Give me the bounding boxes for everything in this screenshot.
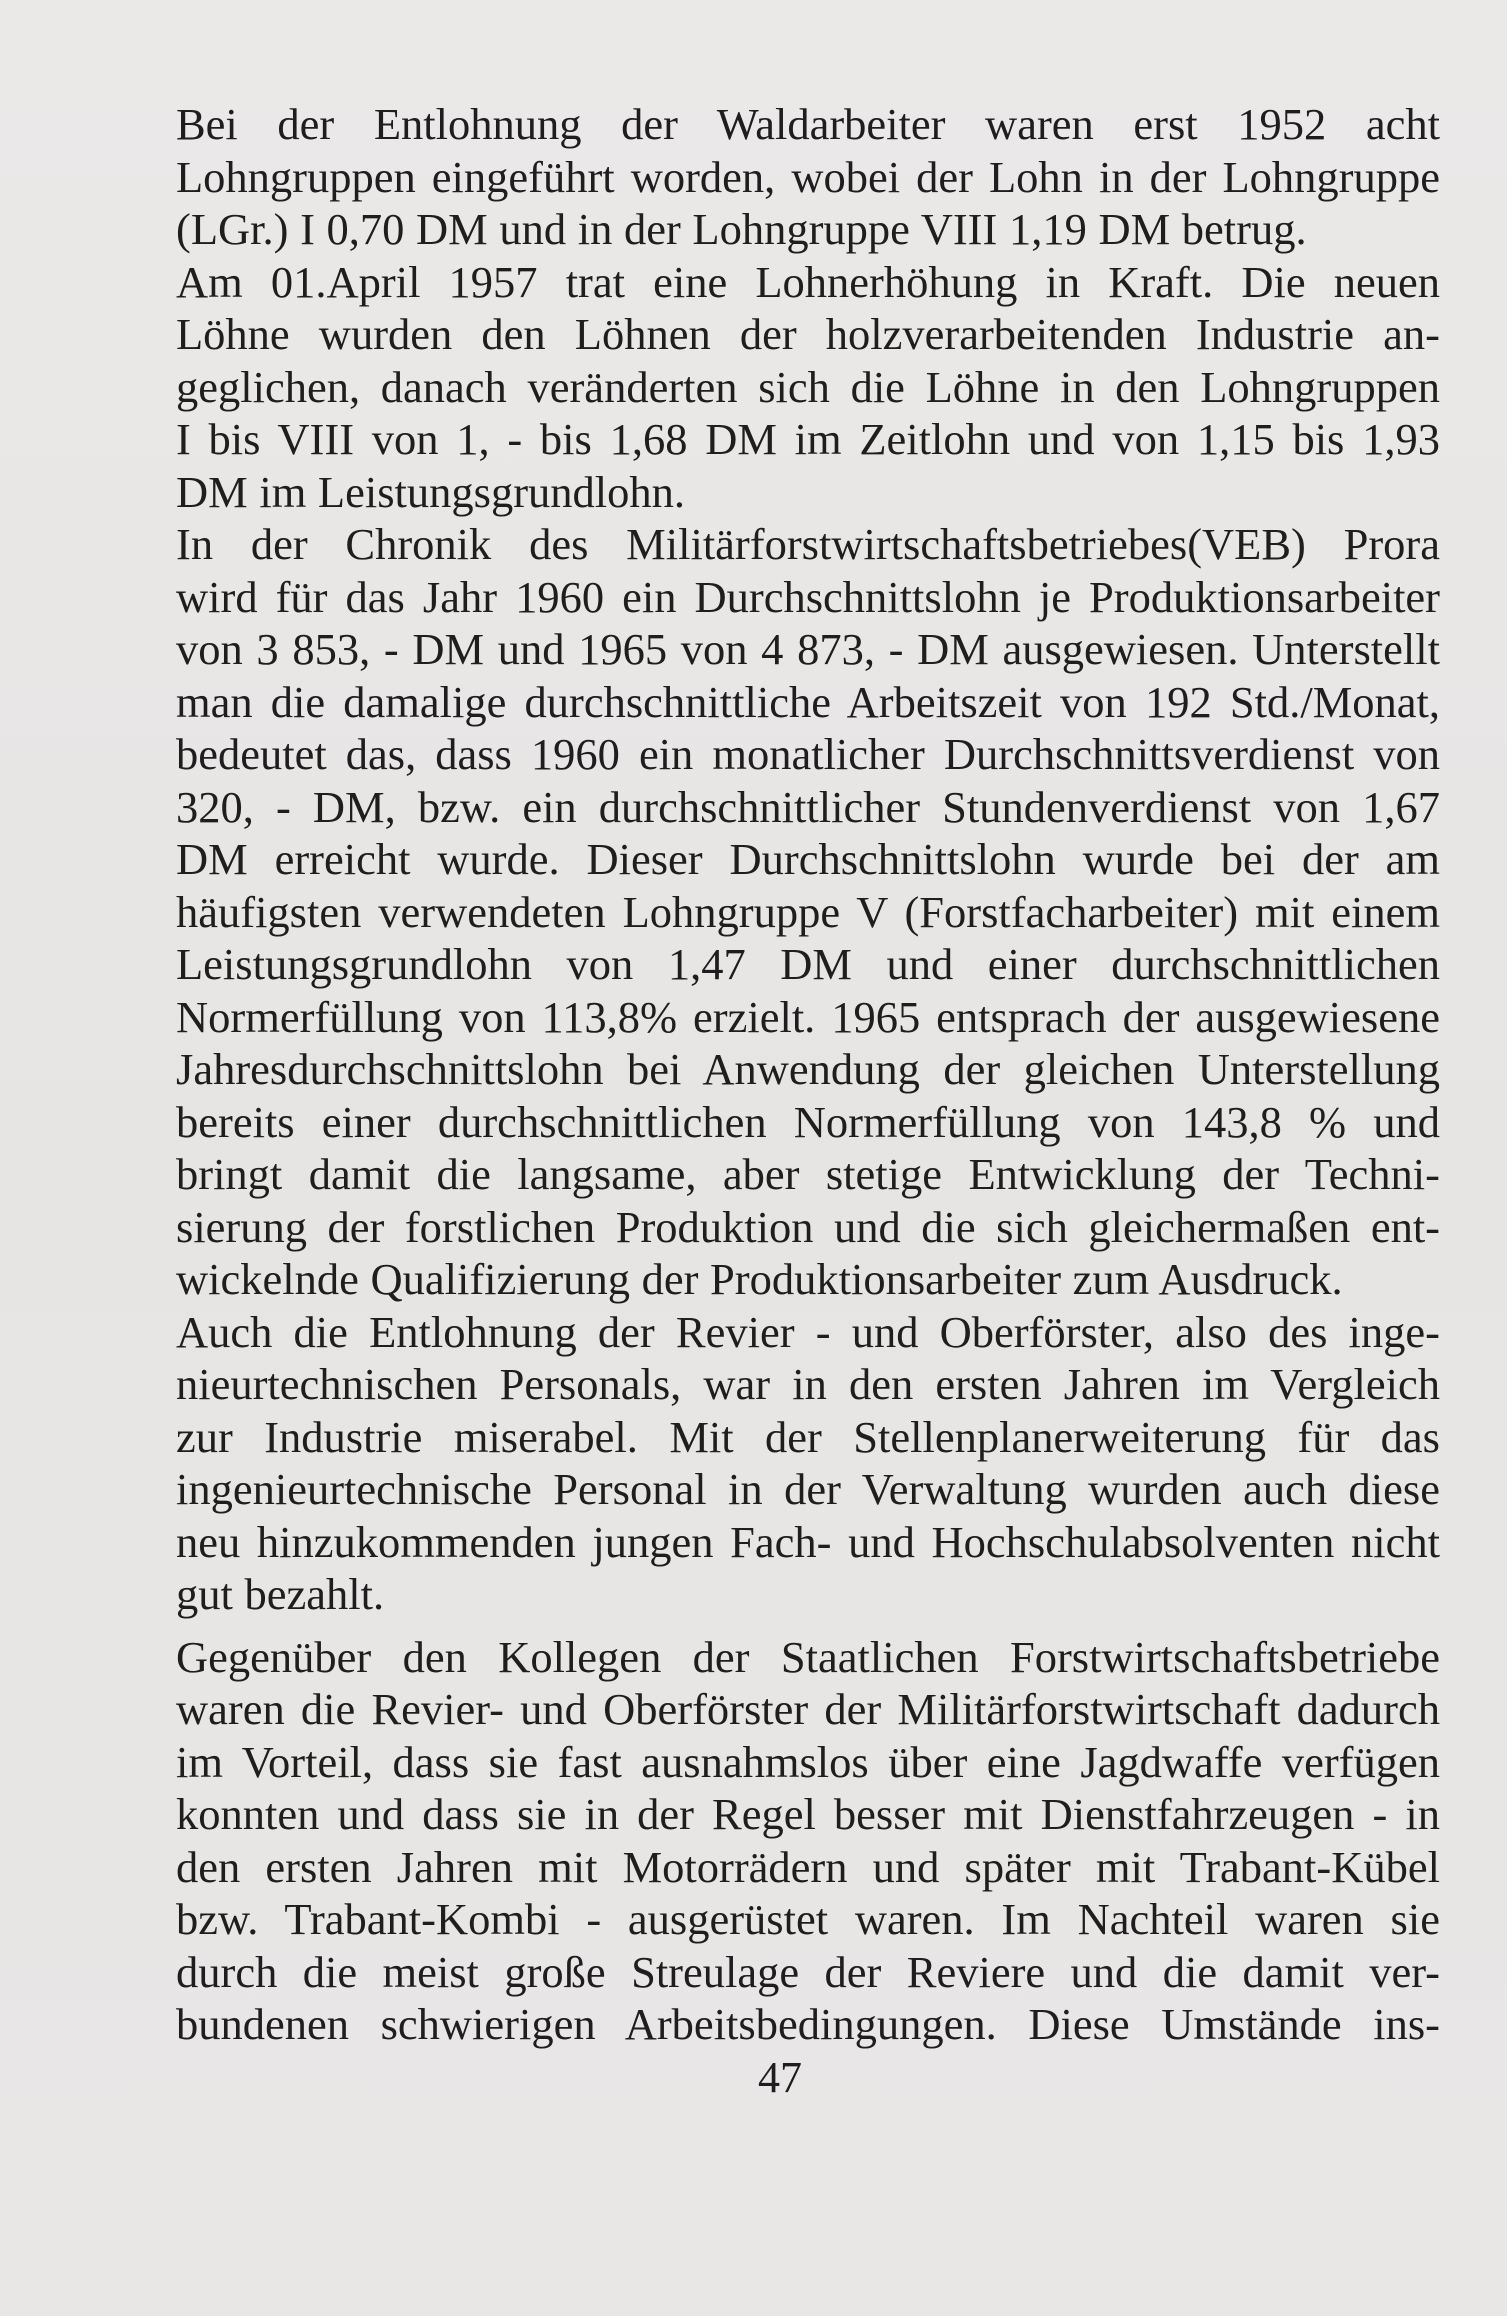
text-line: zur Industrie miserabel. Mit der Stellenplanerweiterung für das [176, 1411, 1440, 1462]
text-line: geglichen, danach veränderten sich die Löhne in den Lohngruppen [176, 361, 1440, 412]
text-line: DM im Leistungsgrundlohn. [176, 466, 686, 517]
text-line: häufigsten verwendeten Lohngruppe V (Forstfacharbeiter) mit einem [176, 886, 1440, 937]
text-line: Gegenüber den Kollegen der Staatlichen Forstwirtschaftsbetriebe [176, 1631, 1440, 1682]
paragraph-gap [176, 1621, 1440, 1631]
paragraph [176, 518, 1440, 1306]
text-line: Lohngruppen eingeführt worden, wobei der Lohn in der Lohngruppe [176, 151, 1440, 202]
paragraph [176, 1306, 1440, 1621]
text-line: bereits einer durchschnittlichen Normerfüllung von 143,8 % und [176, 1096, 1440, 1147]
text-line: durch die meist große Streulage der Reviere und die damit ver- [176, 1946, 1440, 1997]
text-line: nieurtechnischen Personals, war in den ersten Jahren im Vergleich [176, 1359, 1440, 1409]
text-line: bedeutet das, dass 1960 ein monatlicher Durchschnittsverdienst von [176, 729, 1440, 779]
text-line: Leistungsgrundlohn von 1,47 DM und einer durchschnittlichen [176, 939, 1440, 989]
text-line: man die damalige durchschnittliche Arbeitszeit von 192 Std./Monat, [176, 676, 1440, 727]
text-line: gut bezahlt. [176, 1569, 385, 1619]
text-line: den ersten Jahren mit Motorrädern und später mit Trabant-Kübel [176, 1841, 1440, 1892]
text-line: sierung der forstlichen Produktion und die sich gleichermaßen ent- [176, 1201, 1440, 1252]
paragraph [176, 256, 1440, 519]
paragraph [176, 98, 1440, 256]
text-line: ingenieurtechnische Personal in der Verwaltung wurden auch diese [176, 1464, 1440, 1514]
text-line: (LGr.) I 0,70 DM und in der Lohngruppe VIII 1,19 DM betrug. [176, 204, 1307, 254]
text-line: DM erreicht wurde. Dieser Durchschnittslohn wurde bei der am [176, 834, 1440, 884]
text-line: Normerfüllung von 113,8% erzielt. 1965 entsprach der ausgewiesene [176, 991, 1440, 1042]
text-line: von 3 853, - DM und 1965 von 4 873, - DM ausgewiesen. Unterstellt [176, 624, 1440, 674]
body-text [176, 98, 1440, 2051]
text-line: bzw. Trabant-Kombi - ausgerüstet waren. Im Nachteil waren sie [176, 1894, 1440, 1944]
text-line: neu hinzukommenden jungen Fach- und Hochschulabsolventen nicht [176, 1516, 1440, 1567]
text-line: bringt damit die langsame, aber stetige Entwicklung der Techni- [176, 1149, 1440, 1199]
text-line: In der Chronik des Militärforstwirtschaftsbetriebes(VEB) Prora [176, 519, 1440, 569]
text-line: Auch die Entlohnung der Revier - und Oberförster, also des inge- [176, 1306, 1440, 1357]
text-line: Löhne wurden den Löhnen der holzverarbeitenden Industrie an- [176, 309, 1440, 359]
text-line: wickelnde Qualifizierung der Produktionsarbeiter zum Ausdruck. [176, 1254, 1343, 1304]
text-line: 320, - DM, bzw. ein durchschnittlicher Stundenverdienst von 1,67 [176, 781, 1440, 832]
text-line: bundenen schwierigen Arbeitsbedingungen. Diese Umstände ins- [176, 1999, 1440, 2049]
text-line: konnten und dass sie in der Regel besser mit Dienstfahrzeugen - in [176, 1789, 1440, 1839]
text-line: Jahresdurchschnittslohn bei Anwendung der gleichen Unterstellung [176, 1044, 1440, 1094]
paragraph [176, 1631, 1440, 2051]
text-line: Am 01.April 1957 trat eine Lohnerhöhung in Kraft. Die neuen [176, 256, 1440, 307]
text-line: Bei der Entlohnung der Waldarbeiter waren erst 1952 acht [176, 99, 1440, 149]
text-line: wird für das Jahr 1960 ein Durchschnittslohn je Produktionsarbeiter [176, 571, 1440, 622]
page-number: 47 [758, 2053, 802, 2102]
text-line: waren die Revier- und Oberförster der Militärforstwirtschaft dadurch [176, 1684, 1440, 1734]
text-line: im Vorteil, dass sie fast ausnahmslos über eine Jagdwaffe verfügen [176, 1736, 1440, 1787]
text-line: I bis VIII von 1, - bis 1,68 DM im Zeitlohn und von 1,15 bis 1,93 [176, 414, 1440, 464]
